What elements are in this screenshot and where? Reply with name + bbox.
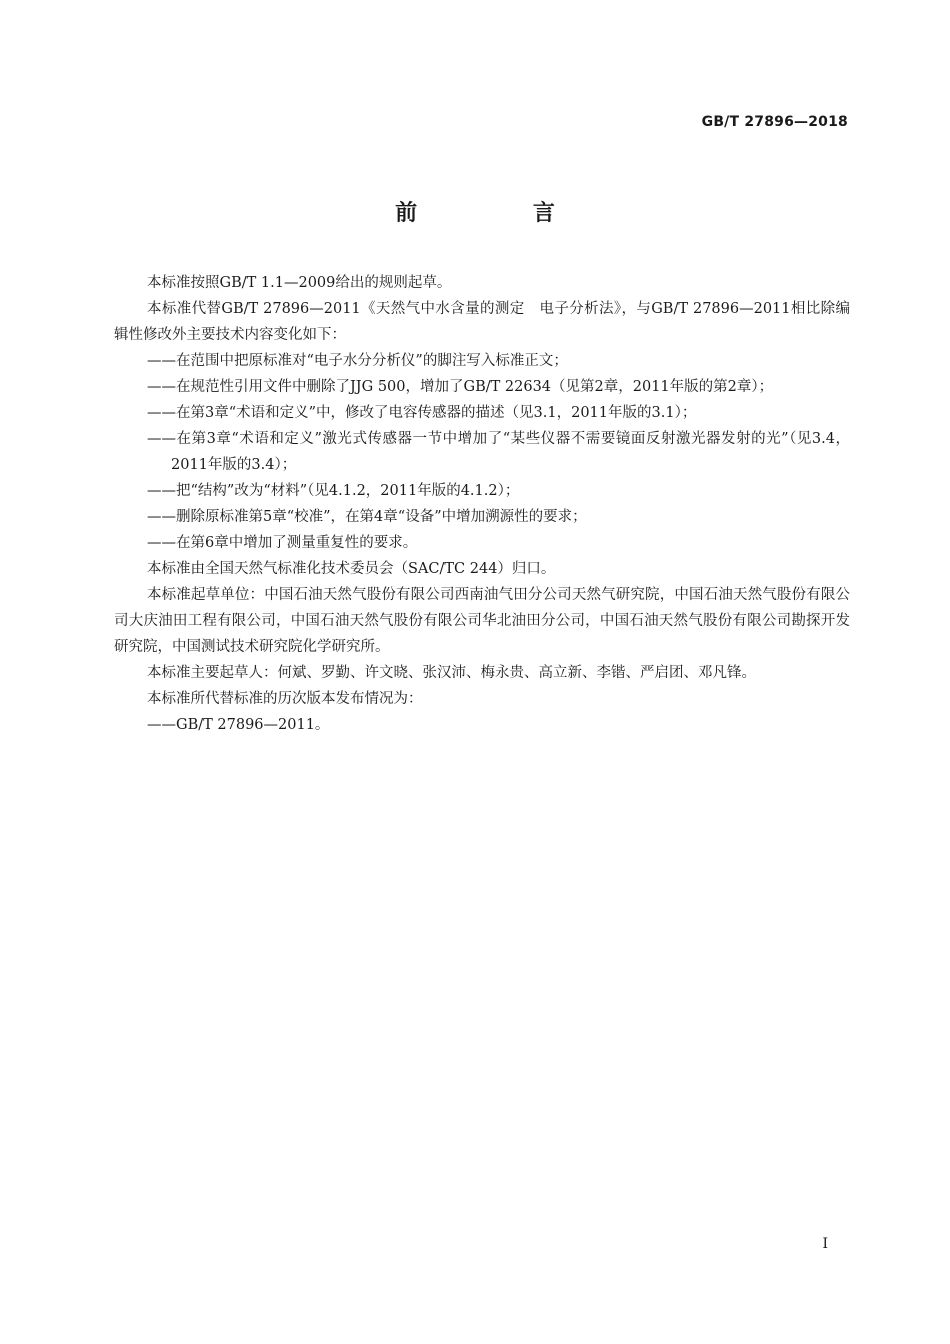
paragraph-history-intro: 本标准所代替标准的历次版本发布情况为： [147,691,423,707]
standard-number: GB/T 27896—2018 [701,114,848,130]
page-number: I [822,1236,828,1252]
list-item-change: ——在第6章中增加了测量重复性的要求。 [147,535,418,551]
list-item-change: ——在范围中把原标准对“电子水分分析仪”的脚注写入标准正文； [147,353,568,369]
paragraph-drafting-rules: 本标准按照GB/T 1.1—2009给出的规则起草。 [147,275,452,291]
list-item-change: ——在规范性引用文件中删除了JJG 500，增加了GB/T 22634（见第2章，2011年版的第2章）； [147,379,774,395]
page-title: 前 言 [395,201,609,226]
paragraph-drafters: 本标准主要起草人：何斌、罗勤、许文晓、张汉沛、梅永贵、高立新、李锴、严启团、邓凡锋。 [147,665,756,681]
list-item-history: ——GB/T 27896—2011。 [147,717,330,733]
list-item-change: ——在第3章“术语和定义”激光式传感器一节中增加了“某些仪器不需要镜面反射激光器发射的光”（见3.4，2011年版的3.4）； [147,431,850,473]
list-item-change: ——删除原标准第5章“校准”，在第4章“设备”中增加溯源性的要求； [147,509,587,525]
paragraph-jurisdiction: 本标准由全国天然气标准化技术委员会（SAC/TC 244）归口。 [147,561,556,577]
foreword-body [114,270,850,738]
paragraph-replacement: 本标准代替GB/T 27896—2011《天然气中水含量的测定 电子分析法》，与GB/T 27896—2011相比除编辑性修改外主要技术内容变化如下： [114,301,850,343]
list-item-change: ——把“结构”改为“材料”（见4.1.2，2011年版的4.1.2）； [147,483,520,499]
paragraph-drafting-units: 本标准起草单位：中国石油天然气股份有限公司西南油气田分公司天然气研究院，中国石油天然气股份有限公司大庆油田工程有限公司，中国石油天然气股份有限公司华北油田分公司，中国石油天然气股份有限公司勘探开发研究院，中国测试技术研究院化学研究所。 [114,587,850,655]
list-item-change: ——在第3章“术语和定义”中，修改了电容传感器的描述（见3.1，2011年版的3.1）； [147,405,697,421]
